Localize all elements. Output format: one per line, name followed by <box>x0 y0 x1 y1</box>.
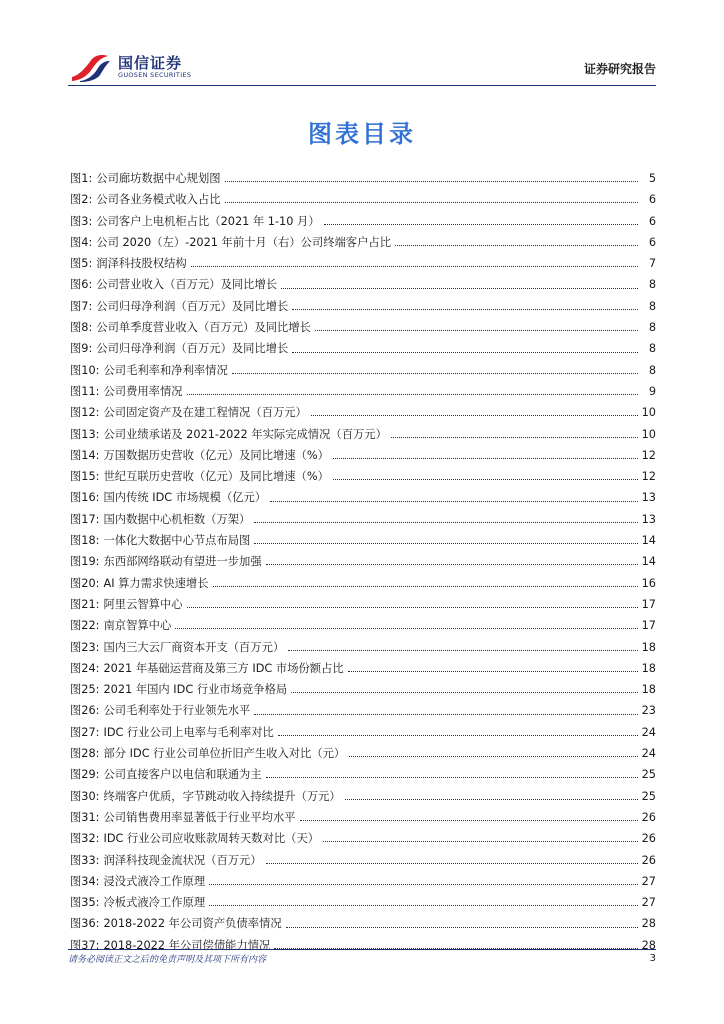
toc-entry-page: 17 <box>641 619 656 633</box>
toc-leader-dots <box>288 650 637 651</box>
toc-entry-page: 13 <box>641 512 656 526</box>
toc-entry[interactable] <box>70 424 656 445</box>
toc-entry-page: 8 <box>648 278 656 292</box>
toc-entry-label: 图19: <box>70 555 100 569</box>
toc-entry[interactable] <box>70 743 656 764</box>
toc-entry-page: 5 <box>648 172 656 185</box>
toc-entry-page: 10 <box>641 427 656 441</box>
toc-leader-dots <box>187 394 638 395</box>
toc-entry-page: 14 <box>641 534 656 548</box>
toc-entry-title: 公司各业务模式收入占比 <box>96 193 221 207</box>
disclaimer-note: 请务必阅读正文之后的免责声明及其项下所有内容 <box>68 955 267 965</box>
toc-entry[interactable] <box>70 253 656 274</box>
toc-leader-dots <box>266 564 638 565</box>
toc-leader-dots <box>191 266 638 267</box>
toc-entry-label: 图4: <box>70 235 93 249</box>
toc-entry-label: 图34: <box>70 874 100 888</box>
toc-entry[interactable] <box>70 850 656 871</box>
toc-entry-title: 部分 IDC 行业公司单位折旧产生收入对比（元） <box>103 747 346 761</box>
toc-entry[interactable] <box>70 274 656 295</box>
toc-entry-label: 图9: <box>70 342 93 356</box>
toc-entry-page: 9 <box>648 384 656 398</box>
toc-entry[interactable] <box>70 807 656 828</box>
toc-entry-title: 冷板式液冷工作原理 <box>103 896 206 910</box>
toc-leader-dots <box>291 692 637 693</box>
page-title: 图表目录 <box>308 120 416 148</box>
logo-name-cn: 国信证券 <box>118 54 183 72</box>
toc-entry-title: 公司营业收入（百万元）及同比增长 <box>96 278 278 292</box>
toc-leader-dots <box>232 373 638 374</box>
toc-entry-page: 8 <box>648 299 656 313</box>
toc-leader-dots <box>292 352 638 353</box>
toc-entry-title: 公司廊坊数据中心规划图 <box>96 172 221 185</box>
toc-entry-page: 6 <box>648 235 656 249</box>
toc-entry-label: 图13: <box>70 427 100 441</box>
toc-entry[interactable] <box>70 232 656 253</box>
toc-leader-dots <box>324 224 638 225</box>
toc-entry-label: 图17: <box>70 512 100 526</box>
toc-entry-label: 图37: <box>70 938 100 952</box>
toc-entry-title: 公司单季度营业收入（百万元）及同比增长 <box>96 321 311 335</box>
toc-entry[interactable] <box>70 530 656 551</box>
toc-entry-label: 图28: <box>70 747 100 761</box>
toc-entry-title: 公司直接客户以电信和联通为主 <box>103 768 262 782</box>
toc-entry[interactable] <box>70 892 656 913</box>
toc-entry-title: 2021 年国内 IDC 行业市场竞争格局 <box>103 683 288 697</box>
toc-leader-dots <box>286 927 638 928</box>
toc-entry[interactable] <box>70 615 656 636</box>
toc-entry-page: 8 <box>648 363 656 377</box>
toc-leader-dots <box>254 714 637 715</box>
toc-entry-label: 图20: <box>70 576 100 590</box>
toc-entry-label: 图6: <box>70 278 93 292</box>
toc-entry-page: 12 <box>641 448 656 462</box>
toc-entry[interactable] <box>70 764 656 785</box>
toc-entry-title: AI 算力需求快速增长 <box>103 576 209 590</box>
toc-entry-title: 公司毛利率处于行业领先水平 <box>103 704 251 718</box>
toc-entry[interactable] <box>70 402 656 423</box>
toc-entry-page: 18 <box>641 640 656 654</box>
toc-entry-title: 国内数据中心机柜数（万架） <box>103 512 251 526</box>
toc-entry-label: 图1: <box>70 172 93 185</box>
toc-leader-dots <box>225 181 638 182</box>
toc-entry[interactable] <box>70 913 656 934</box>
toc-entry-page: 27 <box>641 874 656 888</box>
toc-entry[interactable] <box>70 338 656 359</box>
toc-entry-page: 10 <box>641 406 656 420</box>
toc-leader-dots <box>395 245 638 246</box>
toc-entry[interactable] <box>70 509 656 530</box>
toc-entry-label: 图29: <box>70 768 100 782</box>
toc-entry-page: 18 <box>641 661 656 675</box>
toc-leader-dots <box>266 863 638 864</box>
toc-entry-title: 公司业绩承诺及 2021-2022 年实际完成情况（百万元） <box>103 427 387 441</box>
toc-entry-title: 东西部网络联动有望进一步加强 <box>103 555 262 569</box>
toc-entry-title: 世纪互联历史营收（亿元）及同比增速（%） <box>103 470 329 484</box>
toc-entry-page: 16 <box>641 576 656 590</box>
toc-entry-label: 图11: <box>70 384 100 398</box>
toc-entry[interactable] <box>70 487 656 508</box>
toc-leader-dots <box>175 628 637 629</box>
toc-entry-label: 图26: <box>70 704 100 718</box>
toc-leader-dots <box>209 884 637 885</box>
toc-entry-label: 图21: <box>70 597 100 611</box>
toc-entry-label: 图3: <box>70 214 93 228</box>
toc-leader-dots <box>315 330 638 331</box>
page-number: 3 <box>649 953 656 964</box>
toc-entry[interactable] <box>70 296 656 317</box>
toc-entry[interactable] <box>70 168 656 189</box>
toc-entry-label: 图35: <box>70 896 100 910</box>
toc-entry-label: 图2: <box>70 193 93 207</box>
toc-entry[interactable] <box>70 871 656 892</box>
toc-entry-title: 万国数据历史营收（亿元）及同比增速（%） <box>103 448 329 462</box>
toc-entry-title: 浸没式液冷工作原理 <box>103 874 206 888</box>
toc-leader-dots <box>292 309 638 310</box>
toc-entry[interactable] <box>70 445 656 466</box>
toc-entry-title: IDC 行业公司应收账款周转天数对比（天） <box>103 832 320 846</box>
toc-entry-page: 24 <box>641 725 656 739</box>
toc-entry-label: 图7: <box>70 299 93 313</box>
toc-entry-label: 图14: <box>70 448 100 462</box>
toc-entry-page: 14 <box>641 555 656 569</box>
toc-entry-title: 公司 2020（左）-2021 年前十月（右）公司终端客户占比 <box>96 235 391 249</box>
toc-leader-dots <box>266 777 638 778</box>
toc-leader-dots <box>391 437 638 438</box>
toc-entry-label: 图25: <box>70 683 100 697</box>
toc-entry-title: 2018-2022 年公司资产负债率情况 <box>103 917 282 931</box>
toc-entry-label: 图8: <box>70 321 93 335</box>
toc-leader-dots <box>209 905 637 906</box>
toc-entry[interactable] <box>70 722 656 743</box>
toc-leader-dots <box>278 735 638 736</box>
toc-entry-label: 图5: <box>70 257 93 271</box>
toc-entry[interactable] <box>70 360 656 381</box>
toc-leader-dots <box>323 841 638 842</box>
toc-leader-dots <box>187 607 638 608</box>
toc-entry[interactable] <box>70 786 656 807</box>
toc-entry-page: 13 <box>641 491 656 505</box>
toc-entry-page: 8 <box>648 321 656 335</box>
toc-entry-page: 26 <box>641 853 656 867</box>
toc-entry[interactable] <box>70 317 656 338</box>
report-type-label: 证券研究报告 <box>583 62 656 76</box>
toc-entry-title: 2018-2022 年公司偿债能力情况 <box>103 938 271 952</box>
toc-entry[interactable] <box>70 679 656 700</box>
toc-entry-title: 润泽科技现金流状况（百万元） <box>103 853 262 867</box>
toc-entry-page: 23 <box>641 704 656 718</box>
toc-entry-page: 6 <box>648 214 656 228</box>
toc-entry-label: 图27: <box>70 725 100 739</box>
figure-toc-list <box>70 168 656 956</box>
toc-entry[interactable] <box>70 466 656 487</box>
toc-entry-title: 2021 年基础运营商及第三方 IDC 市场份额占比 <box>103 661 344 675</box>
logo-name-en: GUOSEN SECURITIES <box>118 71 192 79</box>
toc-leader-dots <box>254 543 637 544</box>
toc-entry-label: 图32: <box>70 832 100 846</box>
toc-leader-dots <box>213 586 638 587</box>
toc-leader-dots <box>348 671 638 672</box>
toc-entry-label: 图31: <box>70 810 100 824</box>
toc-entry-title: 润泽科技股权结构 <box>96 257 187 271</box>
toc-entry-page: 7 <box>648 257 656 271</box>
toc-entry-label: 图33: <box>70 853 100 867</box>
toc-entry-page: 18 <box>641 683 656 697</box>
toc-entry[interactable] <box>70 573 656 594</box>
page-header <box>68 50 656 86</box>
toc-entry-page: 25 <box>641 789 656 803</box>
toc-entry-label: 图16: <box>70 491 100 505</box>
toc-leader-dots <box>333 458 638 459</box>
footer-divider <box>68 949 656 950</box>
toc-entry-label: 图24: <box>70 661 100 675</box>
toc-entry-title: 南京智算中心 <box>103 619 172 633</box>
toc-entry-label: 图22: <box>70 619 100 633</box>
toc-leader-dots <box>349 756 637 757</box>
toc-entry-page: 17 <box>641 597 656 611</box>
toc-entry[interactable] <box>70 637 656 658</box>
toc-entry[interactable] <box>70 211 656 232</box>
toc-entry-label: 图10: <box>70 363 100 377</box>
toc-entry-label: 图30: <box>70 789 100 803</box>
toc-entry-title: 公司归母净利润（百万元）及同比增长 <box>96 299 289 313</box>
toc-entry[interactable] <box>70 828 656 849</box>
toc-entry-page: 25 <box>641 768 656 782</box>
toc-entry-title: 公司毛利率和净利率情况 <box>103 363 228 377</box>
toc-entry-title: IDC 行业公司上电率与毛利率对比 <box>103 725 274 739</box>
toc-entry-page: 8 <box>648 342 656 356</box>
toc-leader-dots <box>300 820 638 821</box>
toc-entry-page: 28 <box>641 938 656 952</box>
toc-entry-title: 国内三大云厂商资本开支（百万元） <box>103 640 285 654</box>
toc-entry[interactable] <box>70 658 656 679</box>
toc-entry-title: 公司归母净利润（百万元）及同比增长 <box>96 342 289 356</box>
toc-entry-page: 26 <box>641 832 656 846</box>
toc-leader-dots <box>281 288 638 289</box>
toc-entry-title: 公司销售费用率显著低于行业平均水平 <box>103 810 296 824</box>
toc-leader-dots <box>311 415 638 416</box>
toc-entry-label: 图36: <box>70 917 100 931</box>
toc-entry-title: 终端客户优质，字节跳动收入持续提升（万元） <box>103 789 341 803</box>
toc-leader-dots <box>333 479 638 480</box>
toc-entry-title: 国内传统 IDC 市场规模（亿元） <box>103 491 267 505</box>
toc-leader-dots <box>254 522 637 523</box>
toc-entry-label: 图23: <box>70 640 100 654</box>
toc-entry-page: 6 <box>648 193 656 207</box>
toc-leader-dots <box>225 202 638 203</box>
toc-entry-label: 图18: <box>70 534 100 548</box>
toc-entry-label: 图12: <box>70 406 100 420</box>
toc-entry[interactable] <box>70 700 656 721</box>
toc-entry-page: 27 <box>641 896 656 910</box>
guosen-logo-icon <box>70 53 112 83</box>
toc-entry-page: 12 <box>641 470 656 484</box>
toc-entry-title: 一体化大数据中心节点布局图 <box>103 534 251 548</box>
toc-leader-dots <box>345 799 638 800</box>
toc-leader-dots <box>270 501 637 502</box>
toc-entry[interactable] <box>70 551 656 572</box>
toc-entry-title: 公司费用率情况 <box>103 384 183 398</box>
toc-entry-title: 公司固定资产及在建工程情况（百万元） <box>103 406 307 420</box>
toc-entry[interactable] <box>70 594 656 615</box>
toc-entry-page: 26 <box>641 810 656 824</box>
toc-entry-label: 图15: <box>70 470 100 484</box>
toc-entry[interactable] <box>70 381 656 402</box>
toc-entry-page: 24 <box>641 747 656 761</box>
toc-entry[interactable] <box>70 189 656 210</box>
toc-entry-title: 阿里云智算中心 <box>103 597 183 611</box>
header-divider <box>68 85 656 86</box>
toc-entry-page: 28 <box>641 917 656 931</box>
toc-entry-title: 公司客户上电机柜占比（2021 年 1-10 月） <box>96 214 320 228</box>
